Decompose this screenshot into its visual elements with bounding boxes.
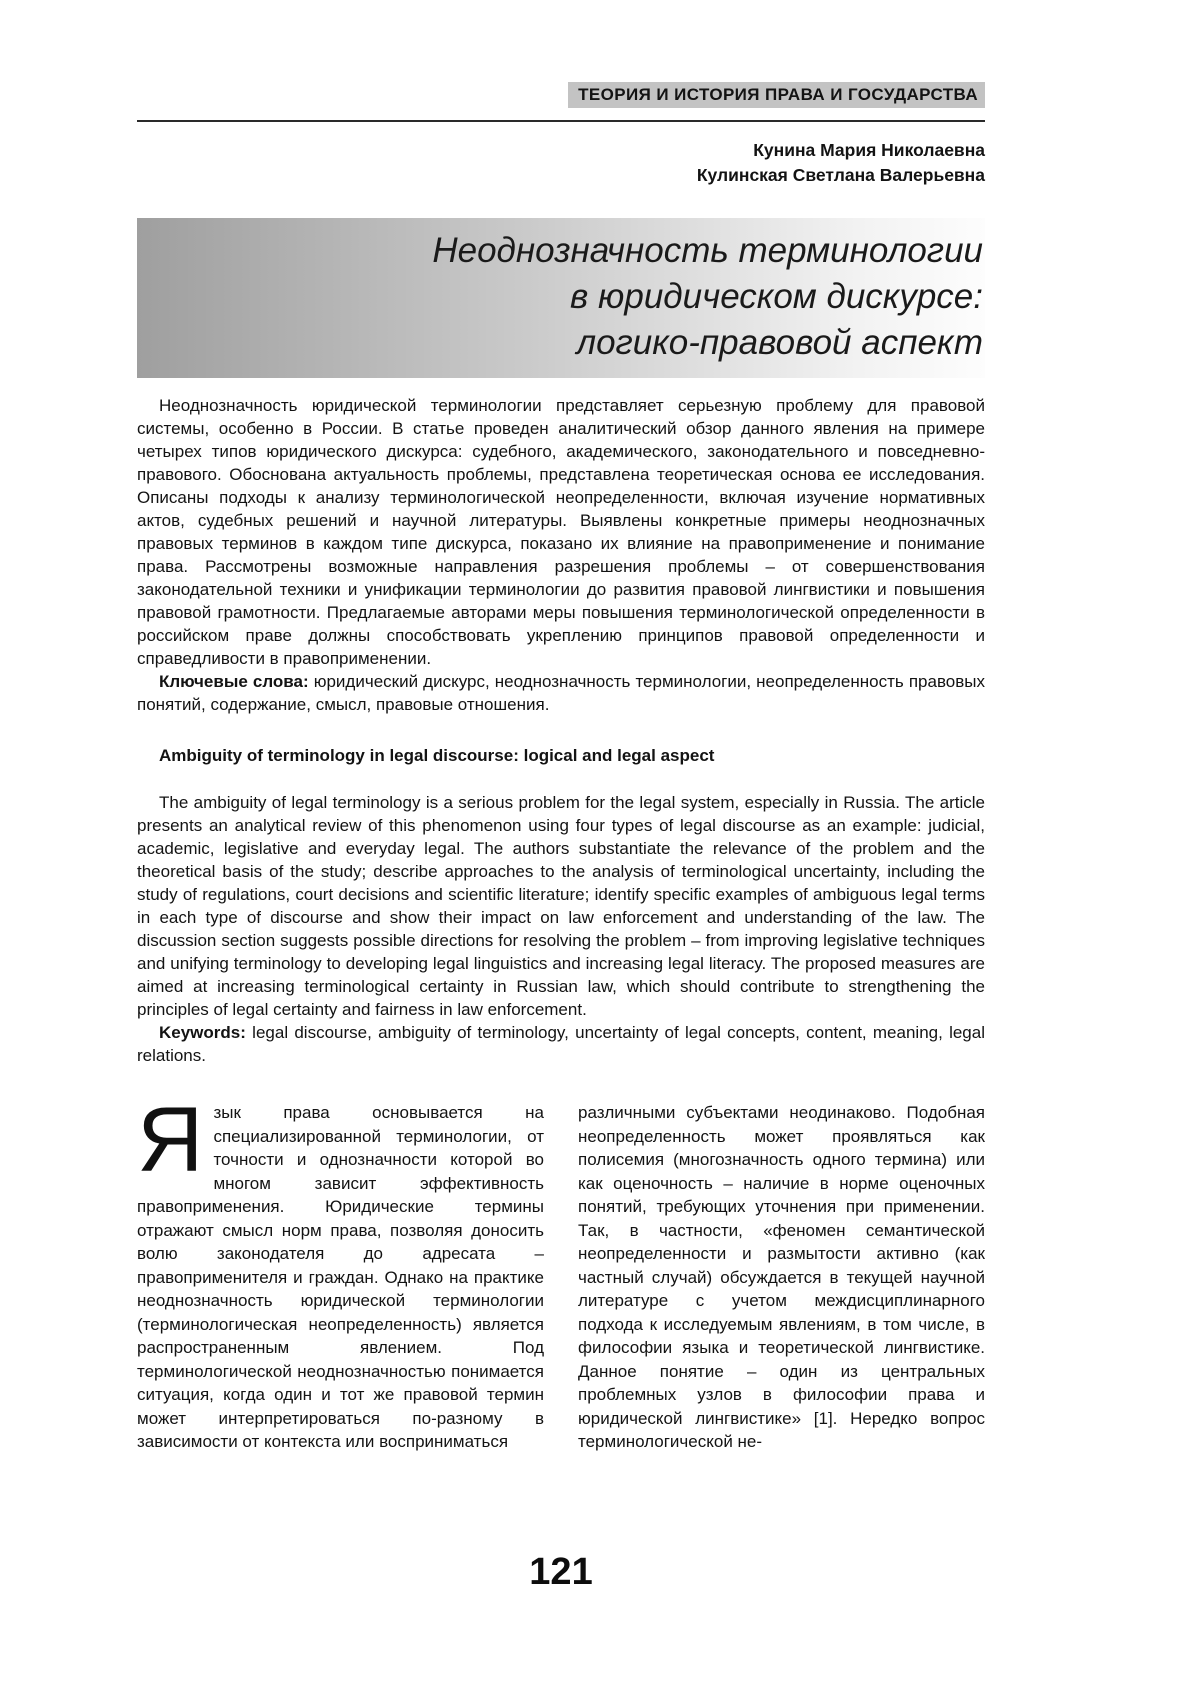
keywords-ru-text: юридический дискурс, неоднозначность терминологии, неопределенность правовых понятий, содержание, смысл, правовые отношения. [137,672,985,714]
running-header [137,82,985,108]
body-column-left [137,1089,544,1454]
page-number: 121 [529,1551,593,1593]
keywords-en [137,1021,985,1067]
page-content [137,0,985,1454]
abstract-ru: Неоднозначность юридической терминологии представляет серьезную проблему для правовой системы, особенно в России. В статье проведен аналитический обзор данного явления на примере четырех типов юридического дискурса: судебного, академического, законодательного и повседневно-правового. Обоснована актуальность проблемы, представлена теоретическая основа ее исследования. Описаны подходы к анализу терминологической неопределенности, включая изучение нормативных актов, судебных решений и научной литературы. Выявлены конкретные примеры неоднозначных правовых терминов в каждом типе дискурса, показано их влияние на правоприменение и понимание права. Рассмотрены возможные направления разрешения проблемы – от совершенствования законодательной техники и унификации терминологии до развития правовой лингвистики и повышения правовой грамотности. Предлагаемые авторами меры повышения терминологической определенности в российском праве должны способствовать укреплению принципов правовой определенности и справедливости в правоприменении. [137,396,985,668]
keywords-en-text: legal discourse, ambiguity of terminology, uncertainty of legal concepts, content, meaning, legal relations. [137,1023,985,1065]
keywords-ru-label: Ключевые слова: [159,672,309,691]
body-text-left: зык права основывается на специализированной терминологии, от точности и однозначности которой во многом зависит эффективность правоприменения. Юридические термины отражают смысл норм права, позволяя доносить волю законодателя до адресата – правоприменителя и граждан. Однако на практике неоднозначность юридической терминологии (терминологическая неопределенность) является распространенным явлением. Под терминологической неоднозначностью понимается ситуация, когда один и тот же правовой термин может интерпретироваться по-разному в зависимости от контекста или восприниматься [137,1103,544,1451]
author-name-2: Кулинская Светлана Валерьевна [696,165,985,185]
title-en: Ambiguity of terminology in legal discourse: logical and legal aspect [159,746,715,765]
body-columns [137,1089,985,1454]
authors-block [137,138,985,188]
dropcap: Я [137,1089,204,1191]
running-title: ТЕОРИЯ И ИСТОРИЯ ПРАВА И ГОСУДАРСТВА [568,82,985,108]
article-title [137,218,985,378]
title-line-3: логико-правовой аспект [576,323,983,362]
body-text-right: различными субъектами неодинаково. Подобная неопределенность может проявляться как полисемия (многозначность одного термина) или как оценочность – наличие в норме оценочных понятий, требующих уточнения при применении. Так, в частности, «феномен семантической неопределенности и размытости активно (как частный случай) обсуждается в текущей научной литературе с учетом междисциплинарного подхода к исследуемым явлениям, в том числе, в философии языка и теоретической лингвистике. Данное понятие – один из центральных проблемных узлов в философии права и юридической лингвистике» [1]. Нередко вопрос терминологической не- [578,1103,985,1451]
keywords-en-label: Keywords: [159,1023,246,1042]
title-line-2: в юридическом дискурсе: [570,277,983,316]
body-column-right [578,1101,985,1454]
abstract-en: The ambiguity of legal terminology is a serious problem for the legal system, especially in Russia. The article presents an analytical review of this phenomenon using four types of legal discourse as an example: judicial, academic, legislative and everyday legal. The authors substantiate the relevance of the problem and the theoretical basis of the study; describe approaches to the analysis of terminological uncertainty, including the study of regulations, court decisions and scientific literature; identify specific examples of ambiguous legal terms in each type of discourse and show their impact on law enforcement and understanding of the law. The discussion section suggests possible directions for resolving the problem – from improving legislative techniques and unifying terminology to developing legal linguistics and increasing legal literacy. The proposed measures are aimed at increasing terminological certainty in Russian law, which should contribute to strengthening the principles of legal certainty and fairness in law enforcement. [137,793,985,1019]
title-line-1: Неоднозначность терминологии [432,231,983,270]
author-name-1: Кунина Мария Николаевна [753,140,985,160]
keywords-ru [137,670,985,716]
header-rule [137,120,985,122]
